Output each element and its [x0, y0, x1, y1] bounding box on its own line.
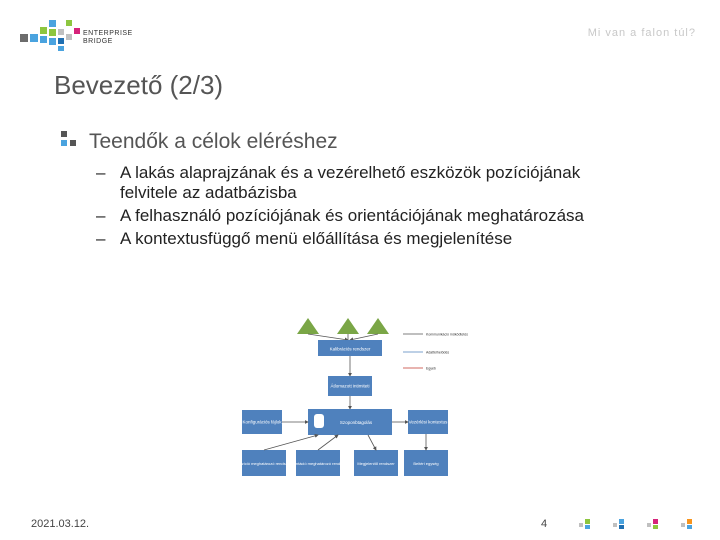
architecture-diagram — [236, 306, 469, 482]
box-config-label: Konfigurációs fájlok — [242, 419, 282, 425]
dash: – — [96, 163, 106, 182]
logo-line2: BRIDGE — [83, 38, 113, 45]
sub-bullet-list — [96, 163, 616, 252]
bullet-icon — [61, 131, 77, 147]
box-position-label: Pozíció meghatározó rendszer — [236, 461, 292, 466]
logo-line1: ENTERPRISE — [83, 30, 133, 37]
logo-text — [83, 30, 133, 46]
legend-item: Egyéb — [426, 366, 436, 371]
box-indoor-unit-label: Beltéri egység — [413, 461, 439, 466]
page-number: 4 — [541, 518, 548, 530]
box-display-label: Megjelenítő rendszer — [357, 461, 395, 466]
sub-bullet — [96, 229, 616, 249]
sub-bullet — [96, 163, 616, 203]
legend-item: Kommunikáció működtetés — [426, 332, 469, 337]
sub-bullet-text: A lakás alaprajzának és a vezérelhető eszközök pozíciójának felvitele az adatbázisba — [120, 163, 581, 202]
main-bullet: Teendők a célok eléréshez — [89, 130, 338, 153]
footer-decoration — [577, 517, 697, 529]
database-icon — [314, 414, 324, 428]
dash: – — [96, 206, 106, 225]
legend-item: Adatfelhelödés — [426, 350, 450, 355]
sub-bullet-text: A kontextusfüggő menü előállítása és megjelenítése — [120, 229, 513, 248]
box-transformed-label: Átlomazott intimiteti — [330, 383, 370, 389]
box-orientation-label: Orientáció meghatározó rendszer — [288, 461, 348, 466]
box-central-label: Szoponbtagolás — [339, 420, 373, 425]
header-motto: Mi van a falon túl? — [587, 27, 696, 39]
slide-title: Bevezető (2/3) — [54, 70, 224, 100]
box-calibration-label: Kalibrációs rendszer — [329, 346, 371, 352]
footer-date: 2021.03.12. — [31, 518, 90, 530]
sub-bullet — [96, 206, 616, 226]
sensor-triangle — [337, 318, 359, 334]
sensor-triangle — [297, 318, 319, 334]
sensor-triangle — [367, 318, 389, 334]
dash: – — [96, 229, 106, 248]
sub-bullet-text: A felhasználó pozíciójának és orientációjának meghatározása — [120, 206, 585, 225]
box-control-context-label: Vezérlési kontextus — [408, 419, 448, 425]
